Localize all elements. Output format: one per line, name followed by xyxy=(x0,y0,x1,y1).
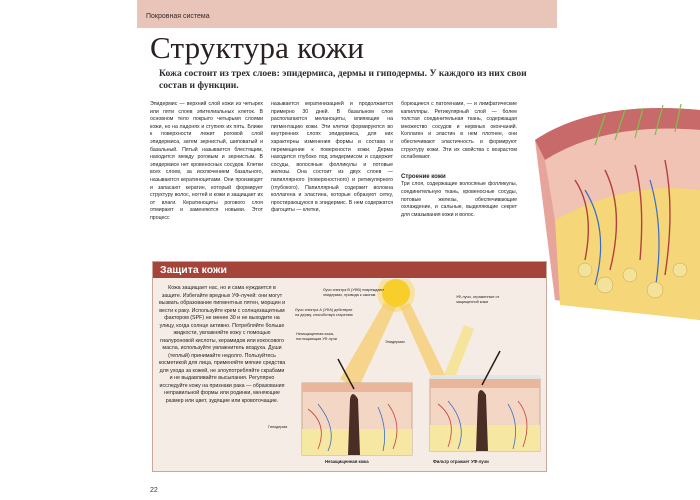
skin-structure-caption: Три слоя, содержащие волосяные фолликулы, соединительную ткань, кровеносные сосуды, потовые железы, обеспечивающие охлаждение, и сальные, выделяющие секрет для смазывания кожи и волос. xyxy=(401,181,517,218)
protected-skin-block xyxy=(430,351,540,451)
unprotected-skin-label: Незащищенная кожа, поглощающая УФ-лучи xyxy=(296,332,337,341)
hypodermis-label: Гиподерма xyxy=(268,425,288,429)
epidermis-label: Эпидермис xyxy=(385,340,405,344)
page-title: Структура кожи xyxy=(150,30,365,65)
unprotected-skin-caption: Незащищенная кожа xyxy=(325,459,369,464)
section-label: Покровная система xyxy=(146,13,210,20)
filter-reflects-caption: Фильтр отражает УФ-лучи xyxy=(433,459,489,464)
skin-structure-caption-title: Строение кожи xyxy=(401,173,446,180)
page-number: 22 xyxy=(150,487,158,494)
column-3-text: борющиеся с патогенами, — и лимфатические капилляры. Ретикулярный слой — более толстая соединительная ткань, содержащая множество сосудов и нервных окончаний. Коллаген и эластин в нем плотнее, они обеспечивают эластичность и формируют структуру кожи. Эти их свойства с возрастом ослабевают. xyxy=(401,101,517,161)
body-column-3 xyxy=(401,101,517,219)
uvb-label: Лучи спектра В (УФВ) повреждают эпидермис, приводя к ожогам xyxy=(323,288,384,297)
uva-label: Лучи спектра А (УФА) действуют на дерму, способствуя старению xyxy=(295,308,353,317)
panel-title: Защита кожи xyxy=(160,264,227,276)
intro-text: Кожа состоит из трех слоев: эпидермиса, дермы и гиподермы. У каждого из них свои состав и функции. xyxy=(159,68,527,92)
panel-text: Кожа защищает нас, но и сама нуждается в защите. Избегайте вредных УФ-лучей: они могут вызвать образование пигментных пятен, морщин и вести к раку. Используйте крем с солнцезащитным фактором (SPF) не менее 30 и не выходите на улицу, когда солнце активно. Потребляйте больше жидкости, увлажняйте кожу с помощью гиалуроновой кислоты, керамидов или кокосового масла, используйте увлажнитель воздуха. Души (теплый) принимайте недолго. Пользуйтесь косметикой для лица, применяйте мягкие средства для ухода за кожей, не злоупотребляйте скрабами и не выдавливайте высыпания. Регулярно исследуйте кожу на признаки рака — образования неправильной формы или родинки, меняющие размер или цвет, зудящие или кровоточащие. xyxy=(158,285,286,404)
body-column-1: Эпидермис — верхний слой кожи из четырех или пяти слоев эпителиальных клеток. В основном тело покрыто четырьмя слоями кожи, но на ладонях и ступнях их пять. Ближе к поверхности лежит роговой слой эпидермиса, затем зернистый, шиповатый и базальный. Пятый называется блестящим, находится между роговым и зернистым. В эпидермисе нет кровеносных сосудов. Клетки всех слоев, за исключением базального, называются кератиноцитами. Они производят и запасают кератин, который формирует структуру волос, ногтей и кожи и защищает их от влаги. Кератиноциты рогового слоя отмирают и заменяются новыми. Этот процесс xyxy=(150,101,263,221)
skin-protection-panel xyxy=(152,261,547,472)
reflected-uv-label: УФ-лучи, отраженные от защищенной кожи xyxy=(456,295,500,304)
body-column-2: называется кератинизацией и продолжается примерно 30 дней. В базальном слое располагаются меланоциты, влияющие на пигментацию кожи. Эти клетки формируются во внутренних слоях эпидермиса, для них характерны изменения формы и состава и перемещение к поверхности кожи. Дерма находится глубоко под эпидермисом и содержит сосуды, волосяные фолликулы и потовые железы. Она состоит из двух слоев — папиллярного (поверхностного) и ретикулярного (глубокого). Папиллярный содержит волокна коллагена и эластина, которые образуют сетку, простирающуюся в эпидермис. В нем содержатся фагоциты — клетки, xyxy=(271,101,393,214)
